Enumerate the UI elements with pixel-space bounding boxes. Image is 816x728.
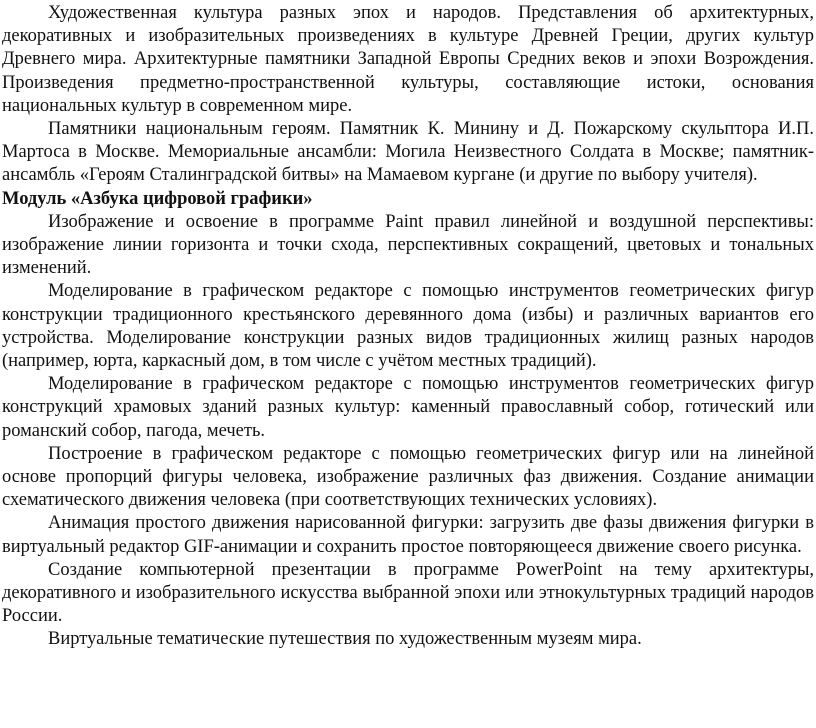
paragraph-paint-perspective: Изображение и освоение в программе Paint правил линейной и воздушной перспективы: изображение линии горизонта и точки схода, перспективных сокращений, цветовых и тональных изменений. [2, 211, 814, 279]
paragraph-modeling-temples: Моделирование в графическом редакторе с помощью инструментов геометрических фигур конструкций храмовых зданий разных культур: каменный православный собор, готический или романский собор, пагода, мечеть. [2, 374, 814, 441]
module-heading: Модуль «Азбука цифровой графики» [2, 188, 313, 209]
paragraph-powerpoint-presentation: Создание компьютерной презентации в программе PowerPoint на тему архитектуры, декоративного и изобразительного искусства выбранной эпохи или этнокультурных традиций народов России. [2, 559, 814, 627]
paragraph-human-figure-proportions: Построение в графическом редакторе с помощью геометрических фигур или на линейной основе пропорций фигуры человека, изображение различных фаз движения. Создание анимации схематического движения человека (при соответствующих технических условиях). [2, 443, 814, 511]
paragraph-national-heroes-monuments: Памятники национальным героям. Памятник К. Минину и Д. Пожарскому скульптора И.П. Мартоса в Москве. Мемориальные ансамбли: Могила Неизвестного Солдата в Москве; памятник-ансамбль «Героям Сталинградской битвы» на Мамаевом кургане (и другие по выбору учителя). [2, 119, 814, 186]
paragraph-art-culture-epochs: Художественная культура разных эпох и народов. Представления об архитектурных, декоративных и изобразительных произведениях в культуре Древней Греции, других культур Древнего мира. Архитектурные памятники Западной Европы Средних веков и эпохи Возрождения. Произведения предметно-пространственной культуры, составляющие истоки, основания национальных культур в современном мире. [2, 3, 814, 116]
paragraph-modeling-dwellings: Моделирование в графическом редакторе с помощью инструментов геометрических фигур конструкции традиционного крестьянского деревянного дома (избы) и различных вариантов его устройства. Моделирование конструкции разных видов традиционных жилищ разных народов (например, юрта, каркасный дом, в том числе с учётом местных традиций). [2, 281, 814, 372]
paragraph-virtual-museum-tours: Виртуальные тематические путешествия по художественным музеям мира. [48, 629, 642, 650]
paragraph-gif-animation: Анимация простого движения нарисованной фигурки: загрузить две фазы движения фигурки в виртуальный редактор GIF-анимации и сохранить простое повторяющееся движение своего рисунка. [2, 513, 814, 557]
